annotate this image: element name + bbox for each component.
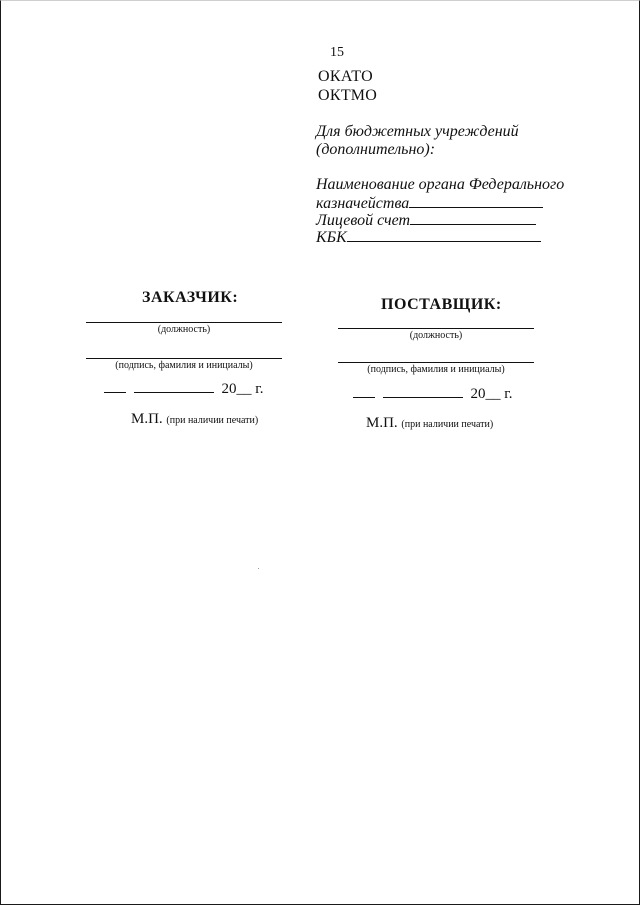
- supplier-stamp: [366, 415, 493, 432]
- supplier-signature-line[interactable]: [338, 362, 534, 363]
- okato-label: ОКАТО: [318, 68, 373, 85]
- kbk-label: КБК: [316, 229, 347, 246]
- customer-date-row: [104, 379, 263, 398]
- treasury-label: казначейства: [316, 195, 410, 212]
- customer-position-line[interactable]: [86, 322, 282, 323]
- supplier-day-blank[interactable]: [353, 384, 375, 398]
- supplier-stamp-label: М.П.: [366, 415, 398, 431]
- customer-signature-line[interactable]: [86, 358, 282, 359]
- customer-stamp-note: (при наличии печати): [166, 415, 259, 426]
- page-number: 15: [330, 45, 344, 60]
- supplier-date-row: [353, 384, 512, 403]
- supplier-month-blank[interactable]: [383, 384, 463, 398]
- scan-speck: [258, 568, 259, 569]
- budget-note-line2: (дополнительно):: [316, 141, 436, 158]
- customer-year: 20__ г.: [221, 381, 264, 397]
- customer-stamp: [131, 411, 258, 428]
- customer-day-blank[interactable]: [104, 379, 126, 393]
- customer-position-caption: (должность): [157, 324, 211, 335]
- supplier-title: ПОСТАВЩИК:: [381, 296, 502, 313]
- customer-month-blank[interactable]: [134, 379, 214, 393]
- kbk-fill-line[interactable]: [347, 227, 541, 242]
- customer-signature-caption: (подпись, фамилия и инициалы): [115, 360, 253, 371]
- account-label: Лицевой счет: [316, 212, 411, 229]
- customer-title: ЗАКАЗЧИК:: [142, 289, 239, 306]
- kbk-row: [316, 227, 541, 247]
- supplier-stamp-note: (при наличии печати): [401, 419, 494, 430]
- account-fill-line[interactable]: [410, 210, 536, 225]
- customer-stamp-label: М.П.: [131, 411, 163, 427]
- oktmo-label: ОКТМО: [318, 87, 378, 104]
- treasury-name-line1: Наименование органа Федерального: [316, 176, 565, 193]
- supplier-position-caption: (должность): [409, 330, 463, 341]
- supplier-signature-caption: (подпись, фамилия и инициалы): [367, 364, 505, 375]
- supplier-position-line[interactable]: [338, 328, 534, 329]
- treasury-fill-line[interactable]: [409, 193, 543, 208]
- budget-note-line1: Для бюджетных учреждений: [316, 123, 519, 140]
- supplier-year: 20__ г.: [470, 386, 513, 402]
